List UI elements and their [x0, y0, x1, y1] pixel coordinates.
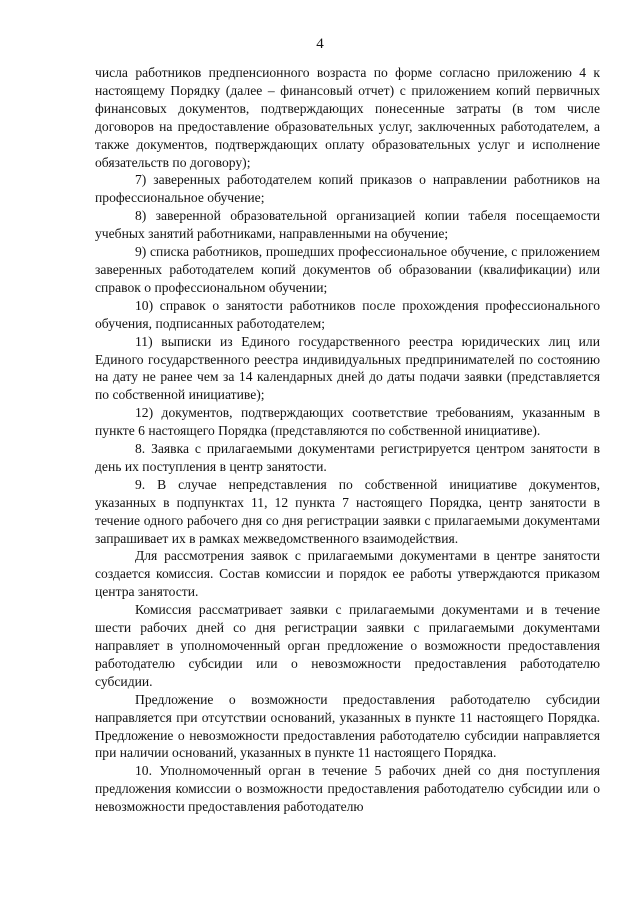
paragraph-commission-review: Комиссия рассматривает заявки с прилагаемыми документами и в течение шести рабочих дней со дня регистрации заявки с прилагаемыми документами направляет в уполномоченный орган предложение о возможности предоставления работодателю субсидии или о невозможности предоставления работодателю субсидии.: [95, 602, 600, 689]
paragraph-clause-10: 10. Уполномоченный орган в течение 5 рабочих дней со дня поступления предложения комиссии о возможности предоставления работодателю субсидии или о невозможности предоставления работодателю: [95, 763, 600, 815]
document-body: [95, 64, 600, 816]
paragraph-item-12: 12) документов, подтверждающих соответствие требованиям, указанным в пункте 6 настоящего Порядка (представляются по собственной инициативе).: [95, 405, 600, 439]
paragraph-item-7: 7) заверенных работодателем копий приказов о направлении работников на профессиональное обучение;: [95, 172, 600, 206]
paragraph-item-9: 9) списка работников, прошедших профессиональное обучение, с приложением заверенных работодателем копий документов об образовании (квалификации) или справок о профессиональном обучении;: [95, 244, 600, 295]
paragraph-clause-9: 9. В случае непредставления по собственной инициативе документов, указанных в подпунктах 11, 12 пункта 7 настоящего Порядка, центр занятости в течение одного рабочего дня со дня регистрации заявки с прилагаемыми документами запрашивает их в рамках межведомственного взаимодействия.: [95, 476, 600, 546]
paragraph-clause-8: 8. Заявка с прилагаемыми документами регистрируется центром занятости в день их поступления в центр занятости.: [95, 441, 600, 474]
paragraph-item-11: 11) выписки из Единого государственного реестра юридических лиц или Единого государственного реестра индивидуальных предпринимателей по состоянию на дату не ранее чем за 14 календарных дней до даты подачи заявки (представляется по собственной инициативе);: [95, 333, 600, 403]
page-number: 4: [316, 36, 324, 52]
paragraph-item-10: 10) справок о занятости работников после прохождения профессионального обучения, подписанных работодателем;: [95, 297, 600, 331]
paragraph-proposal-conditions: Предложение о возможности предоставления работодателю субсидии направляется при отсутствии оснований, указанных в пункте 11 настоящего Порядка. Предложение о невозможности предоставления работодателю субсидии направляется при наличии оснований, указанных в пункте 11 настоящего Порядка.: [95, 691, 600, 761]
paragraph-item-8: 8) заверенной образовательной организацией копии табеля посещаемости учебных занятий работниками, направленными на обучение;: [95, 208, 600, 242]
paragraph-commission-creation: Для рассмотрения заявок с прилагаемыми документами в центре занятости создается комиссия. Состав комиссии и порядок ее работы утверждаются приказом центра занятости.: [95, 548, 600, 600]
paragraph-continuation: числа работников предпенсионного возраста по форме согласно приложению 4 к настоящему Порядку (далее – финансовый отчет) с приложением копий первичных финансовых документов, подтверждающих понесенные затраты (в том числе договоров на предоставление образовательных услуг, заключенных работодателем, а также документов, подтверждающих оплату образовательных услуг и исполнение обязательств по договору);: [95, 65, 600, 170]
